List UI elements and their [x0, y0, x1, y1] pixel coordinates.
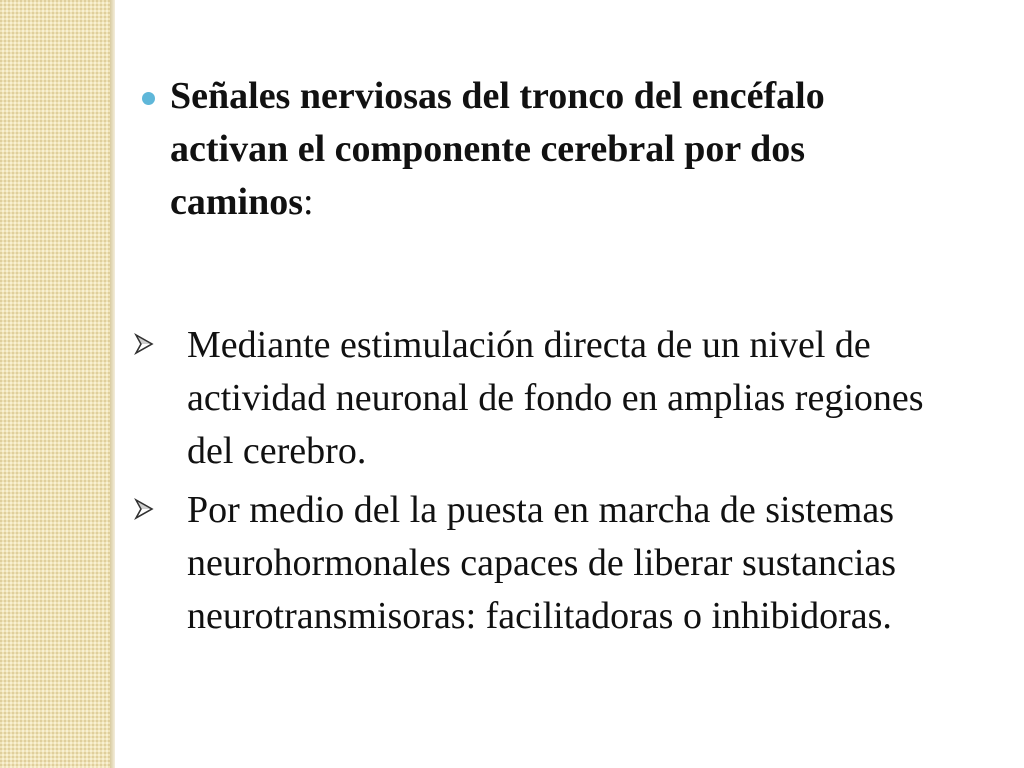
main-bullet-label: Señales nerviosas del tronco del encéfalo activan el componente cerebral por dos caminos [170, 75, 825, 223]
circle-bullet-icon [142, 92, 155, 105]
sub-bullet-text: Mediante estimulación directa de un nivel de actividad neuronal de fondo en amplias regiones del cerebro. [187, 324, 924, 472]
side-band-edge [110, 0, 115, 768]
slide-content [125, 70, 1005, 649]
sub-bullet-1 [125, 319, 1005, 478]
sub-bullet-2 [125, 484, 1005, 643]
main-bullet-colon: : [303, 181, 314, 223]
sub-bullet-text: Por medio del la puesta en marcha de sistemas neurohormonales capaces de liberar sustancias neurotransmisoras: facilitadoras o inhibidoras. [187, 489, 897, 637]
arrow-bullet-icon [133, 333, 155, 355]
main-bullet-text [170, 70, 930, 229]
arrow-bullet-icon [133, 498, 155, 520]
main-bullet [125, 70, 1005, 229]
decorative-side-band [0, 0, 110, 768]
